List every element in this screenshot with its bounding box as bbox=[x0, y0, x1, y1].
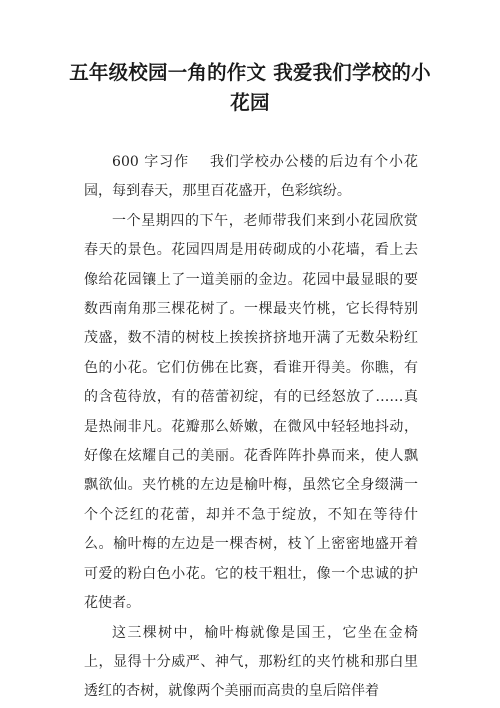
paragraph-3: 这三棵树中，榆叶梅就像是国王，它坐在金椅上，显得十分威严、神气，那粉红的夹竹桃和那白里透红的杏树，就像两个美丽而高贵的皇后陪伴着 bbox=[84, 624, 418, 700]
word-count-label: 600 字习作 bbox=[112, 154, 189, 170]
document-body bbox=[84, 148, 418, 707]
paragraph-1 bbox=[84, 148, 418, 207]
paragraph-2: 一个星期四的下午，老师带我们来到小花园欣赏春天的景色。花园四周是用砖砌成的小花墙，看上去像给花园镶上了一道美丽的金边。花园中最显眼的要数西南角那三棵花树了。一棵最夹竹桃，它长得特别茂盛，数不清的树枝上挨挨挤挤地开满了无数朵粉红色的小花。它们仿佛在比赛，看谁开得美。你瞧，有的含苞待放，有的蓓蕾初绽，有的已经怒放了……真是热闹非凡。花瓣那么娇嫩，在微风中轻轻地抖动，好像在炫耀自己的美丽。花香阵阵扑鼻而来，使人飘飘欲仙。夹竹桃的左边是榆叶梅，虽然它全身缀满一个个泛红的花蕾，却并不急于绽放，不知在等待什么。榆叶梅的左边是一棵杏树，枝丫上密密地盛开着可爱的粉白色小花。它的枝干粗壮，像一个忠诚的护花使者。 bbox=[84, 212, 418, 612]
document-title: 五年级校园一角的作文 我爱我们学校的小花园 bbox=[69, 61, 431, 114]
paragraph-1-text: 我们学校办公楼的后边有个小花园，每到春天，那里百花盛开，色彩缤纷。 bbox=[84, 154, 418, 200]
